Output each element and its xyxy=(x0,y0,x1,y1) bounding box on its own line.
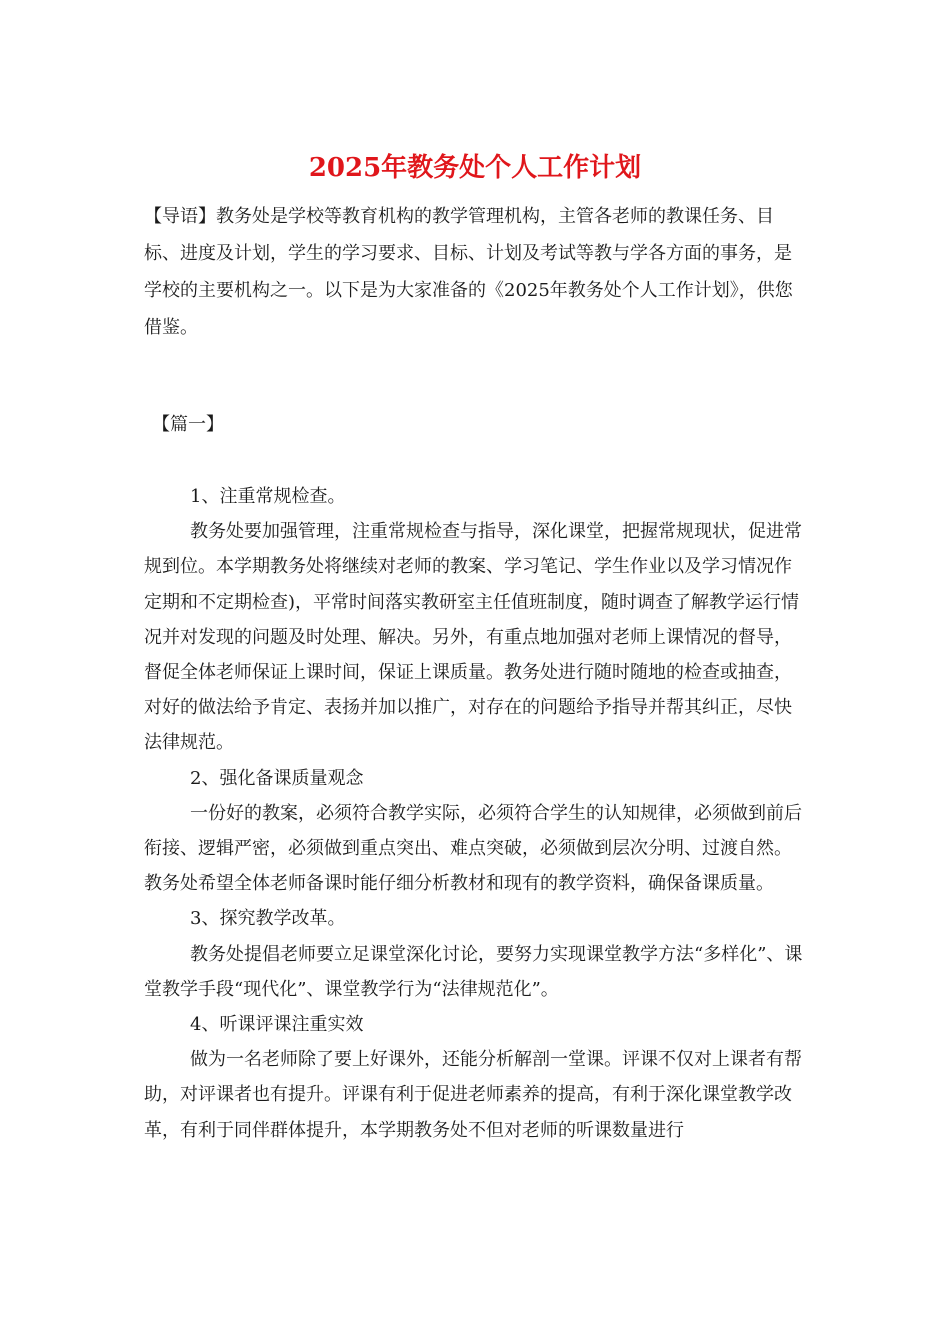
section-heading-4: 4、听课评课注重实效 xyxy=(190,1014,364,1036)
section-label: 【篇一】 xyxy=(152,414,224,435)
body-text xyxy=(144,479,808,1148)
intro-paragraph: 【导语】教务处是学校等教育机构的教学管理机构，主管各老师的教课任务、目标、进度及计划，学生的学习要求、目标、计划及考试等教与学各方面的事务，是学校的主要机构之一。以下是为大家准备的《2025年教务处个人工作计划》，供您借鉴。 xyxy=(144,206,793,338)
section-heading-3: 3、探究教学改革。 xyxy=(190,908,346,930)
section-heading-1: 1、注重常规检查。 xyxy=(190,486,346,507)
body-paragraph: 教务处要加强管理，注重常规检查与指导，深化课堂，把握常规现状，促进常规到位。本学期教务处将继续对老师的教案、学习笔记、学生作业以及学习情况作定期和不定期检查)，平常时间落实教研室主任值班制度，随时调查了解教学运行情况并对发现的问题及时处理、解决。另外，有重点地加强对老师上课情况的督导，督促全体老师保证上课时间，保证上课质量。教务处进行随时随地的检查或抽查，对好的做法给予肯定、表扬并加以推广，对存在的问题给予指导并帮其纠正，尽快法律规范。 xyxy=(144,521,802,754)
section-heading-2: 2、强化备课质量观念 xyxy=(190,767,364,789)
body-paragraph: 做为一名老师除了要上好课外，还能分析解剖一堂课。评课不仅对上课者有帮助，对评课者也有提升。评课有利于促进老师素养的提高，有利于深化课堂教学改革，有利于同伴群体提升，本学期教务处不但对老师的听课数量进行 xyxy=(144,1049,802,1141)
document-title: 2025年教务处个人工作计划 xyxy=(308,153,642,183)
body-paragraph: 一份好的教案，必须符合教学实际，必须符合学生的认知规律，必须做到前后衔接、逻辑严密，必须做到重点突出、难点突破，必须做到层次分明、过渡自然。教务处希望全体老师备课时能仔细分析教材和现有的教学资料，确保备课质量。 xyxy=(144,802,802,895)
body-paragraph: 教务处提倡老师要立足课堂深化讨论，要努力实现课堂教学方法“多样化”、课堂教学手段“现代化”、课堂教学行为“法律规范化”。 xyxy=(144,943,803,1000)
